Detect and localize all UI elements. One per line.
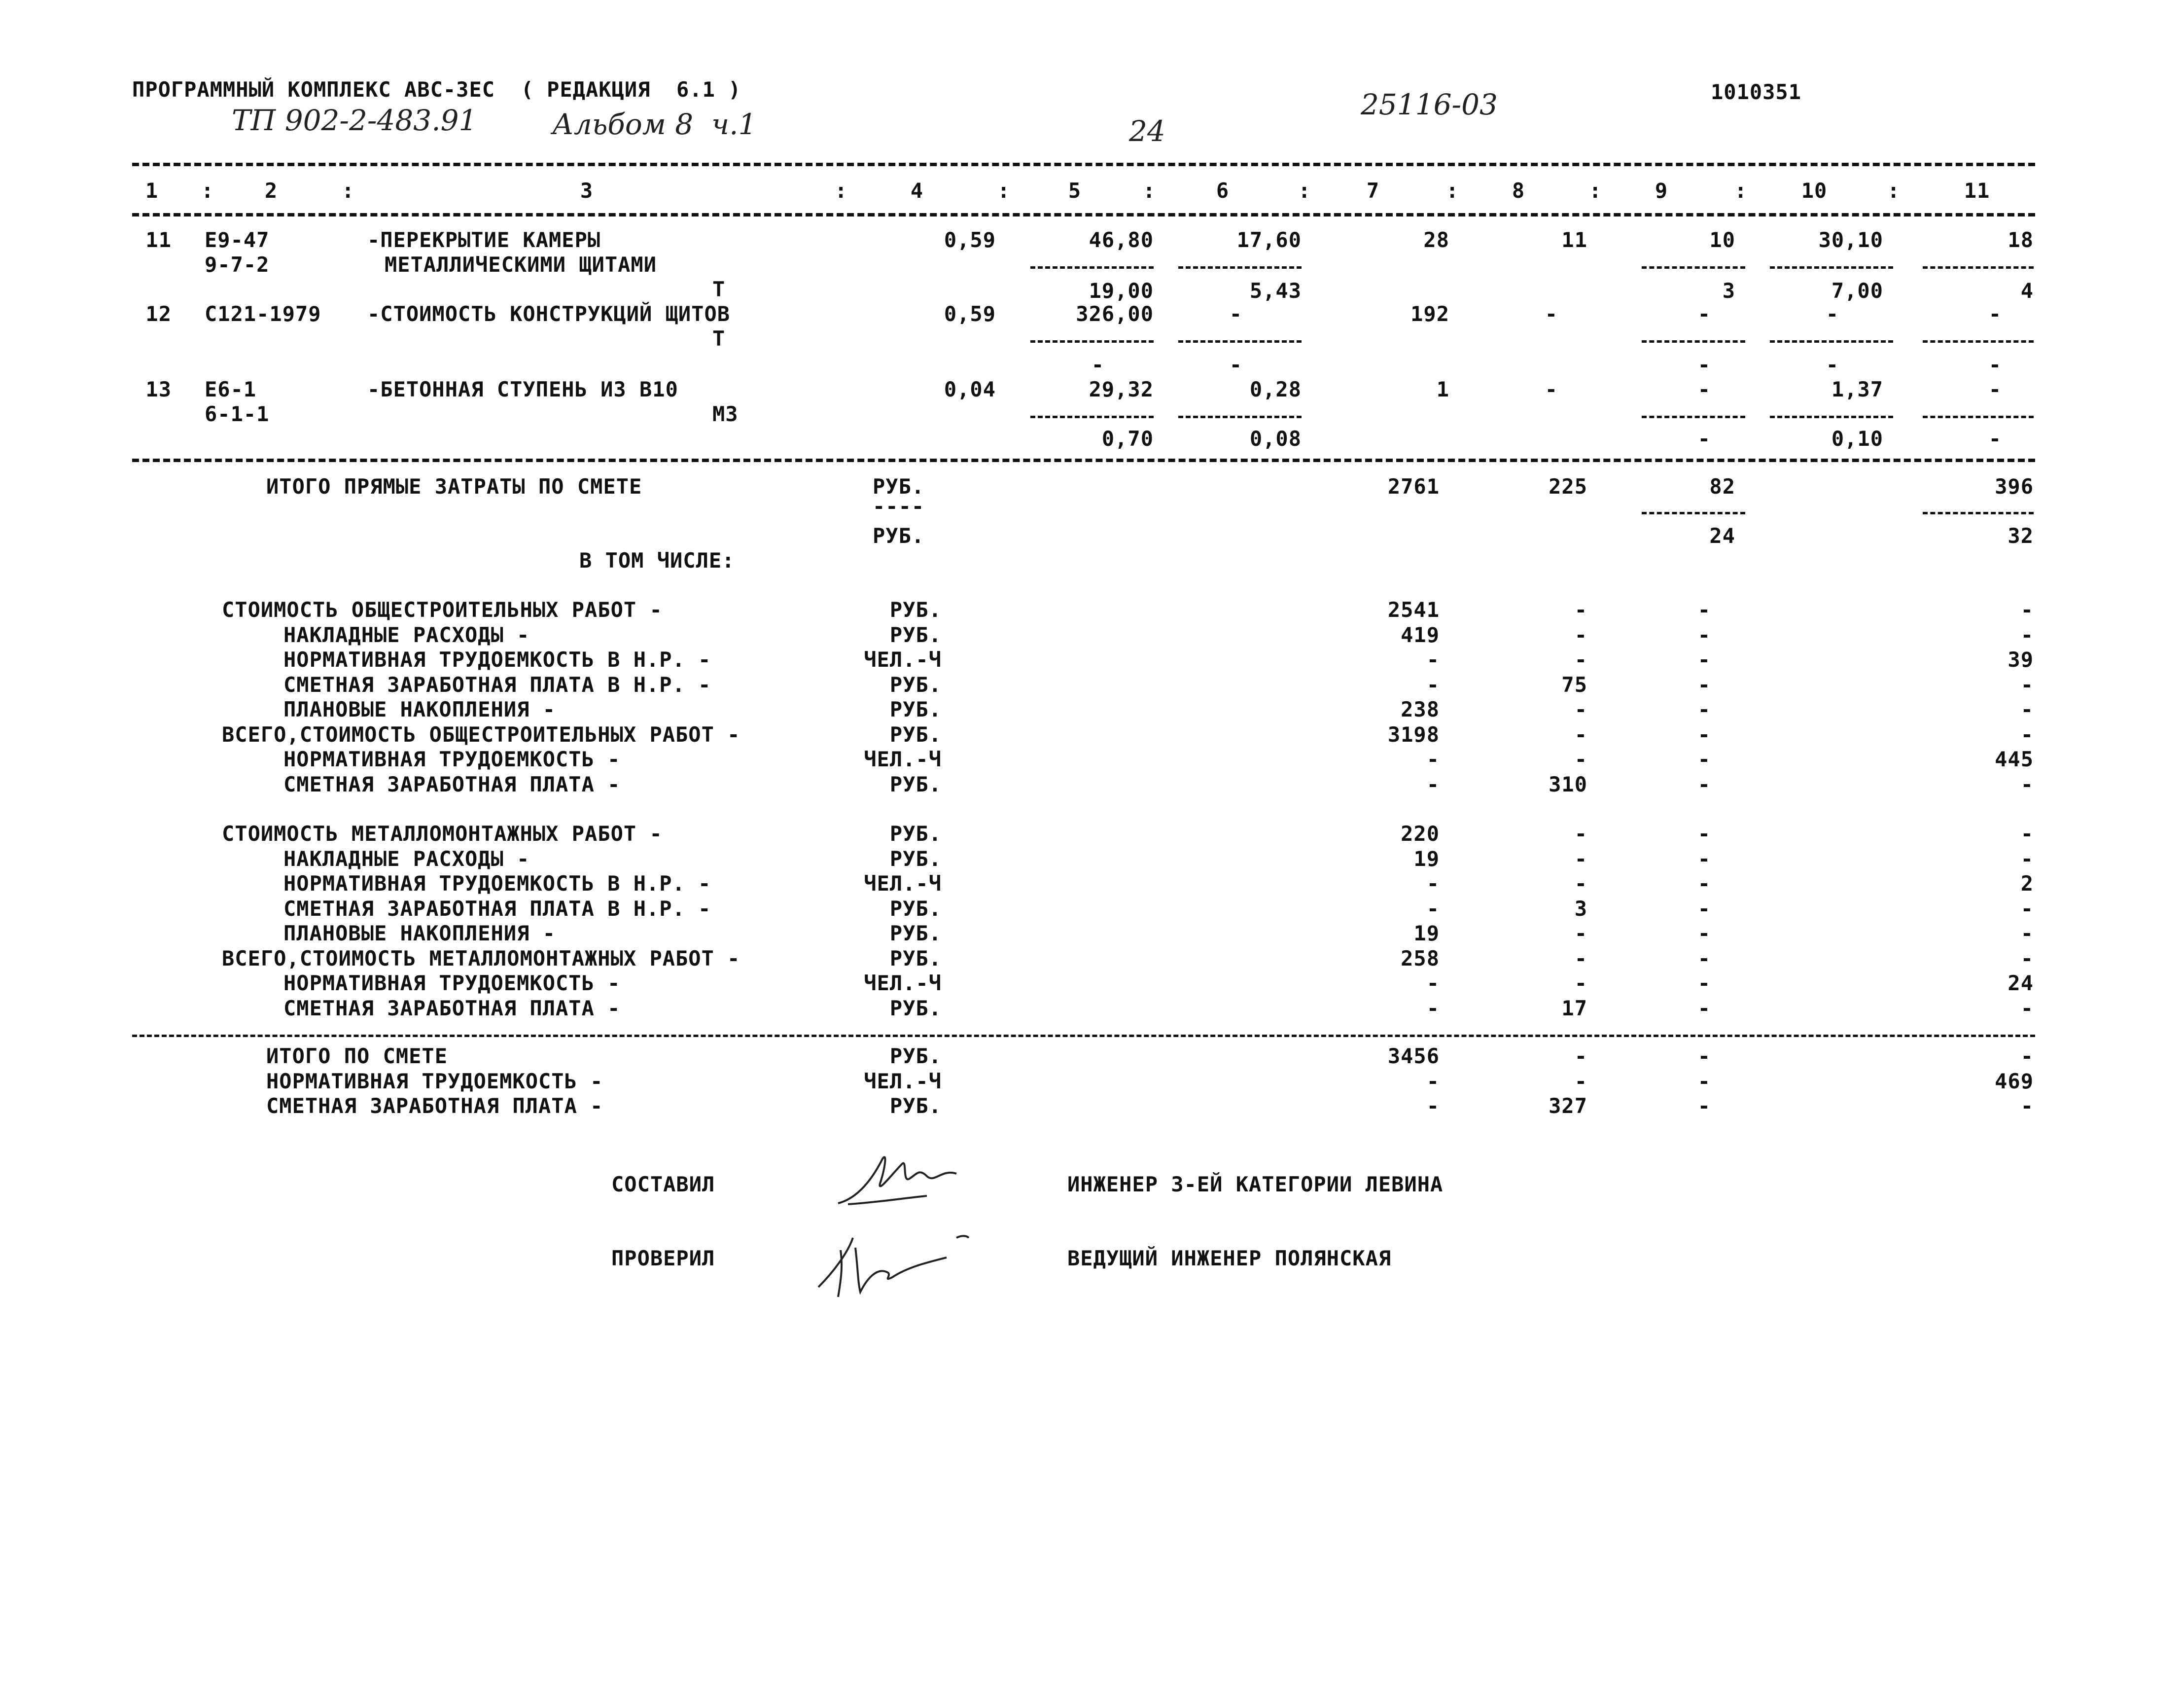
col-header-8: 8 [1512,179,1525,203]
row-label: СТОИМОСТЬ МЕТАЛЛОМОНТАЖНЫХ РАБОТ - [222,822,663,846]
row-col8: 327 [1549,1094,1587,1118]
row-col9: - [1697,722,1711,747]
row-col11: - [2020,672,2034,697]
row-col9: - [1697,622,1711,647]
row-col9: - [1697,971,1711,995]
row-col9: - [1697,1044,1711,1068]
item-col10: 1,37 [1831,377,1883,401]
item-col8: 11 [1561,228,1587,252]
row-label: ПЛАНОВЫЕ НАКОПЛЕНИЯ - [283,921,556,945]
item-col6: 17,60 [1236,228,1302,252]
row-col9: - [1697,772,1711,796]
item-unit: Т [712,277,726,301]
direct-costs-col11: 396 [1995,474,2034,499]
row-unit: РУБ. [889,822,942,846]
checker-signature [813,1228,981,1302]
divider [1923,266,2034,269]
handwritten-album: Альбом 8 ч.1 [552,108,757,141]
item-col8: - [1545,302,1558,326]
row-col9: - [1697,871,1711,896]
row-unit: РУБ. [889,1094,942,1118]
direct-costs-unit-2: РУБ. [873,524,925,548]
row-col8: - [1574,846,1587,871]
direct-costs-col7: 2761 [1387,474,1440,499]
divider [1030,340,1154,343]
row-col8: 3 [1574,896,1587,921]
compiled-label: СОСТАВИЛ [611,1172,715,1196]
direct-costs-col8: 225 [1549,474,1587,499]
item-code: Е6-1 [205,377,257,401]
row-label: СТОИМОСТЬ ОБЩЕСТРОИТЕЛЬНЫХ РАБОТ - [222,598,663,622]
checked-label: ПРОВЕРИЛ [611,1246,715,1270]
row-col8: - [1574,622,1587,647]
row-col11: - [2020,846,2034,871]
row-col9: - [1697,697,1711,721]
row-unit: РУБ. [889,1044,942,1068]
row-col9: - [1697,598,1711,622]
handwritten-code: 25116-03 [1361,88,1498,121]
row-col11: - [2020,822,2034,846]
item-col6: 0,28 [1249,377,1302,401]
item-col9-sub: - [1697,353,1711,377]
row-col11: - [2020,896,2034,921]
checked-by: ВЕДУЩИЙ ИНЖЕНЕР ПОЛЯНСКАЯ [1067,1246,1392,1270]
row-label: НОРМАТИВНАЯ ТРУДОЕМКОСТЬ В Н.Р. - [283,871,711,896]
row-col8: - [1574,971,1587,995]
item-col6-sub: 5,43 [1249,279,1302,303]
row-col7: 3198 [1387,722,1440,747]
row-col7: 2541 [1387,598,1440,622]
row-col11: - [2020,996,2034,1020]
item-col6-sub: - [1229,353,1242,377]
col-header-2: 2 [264,179,278,203]
item-quantity: 0,59 [944,228,996,252]
item-col11-sub: - [1988,353,2002,377]
row-unit: ЧЕЛ.-Ч [864,871,942,896]
divider [1178,340,1302,343]
totals-rule [132,1035,2035,1037]
divider [1642,416,1745,418]
row-col8: 75 [1561,672,1587,697]
item-code: С121-1979 [205,302,321,326]
header-rule-top [132,163,2035,166]
row-label: СМЕТНАЯ ЗАРАБОТНАЯ ПЛАТА В Н.Р. - [283,896,711,921]
row-col8: - [1574,697,1587,721]
row-col11: - [2020,1044,2034,1068]
row-unit: ЧЕЛ.-Ч [864,1069,942,1093]
col-header-5: 5 [1068,179,1082,203]
row-col9: - [1697,1069,1711,1093]
item-col10: 30,10 [1818,228,1883,252]
item-col5: 29,32 [1089,377,1154,401]
direct-costs-dash: ---- [873,494,925,518]
row-col9: - [1697,672,1711,697]
row-unit: РУБ. [889,946,942,970]
item-col6: - [1229,302,1242,326]
divider [1030,416,1154,418]
item-col11-sub: - [1988,427,2002,451]
row-col7: - [1426,971,1440,995]
row-unit: РУБ. [889,846,942,871]
row-col8: - [1574,871,1587,896]
divider [1030,266,1154,269]
row-unit: РУБ. [889,622,942,647]
row-label: СМЕТНАЯ ЗАРАБОТНАЯ ПЛАТА - [283,772,621,796]
row-label: ВСЕГО,СТОИМОСТЬ МЕТАЛЛОМОНТАЖНЫХ РАБОТ - [222,946,740,970]
divider [1642,340,1745,343]
row-col7: - [1426,647,1440,672]
row-col9: - [1697,647,1711,672]
direct-costs-label: ИТОГО ПРЯМЫЕ ЗАТРАТЫ ПО СМЕТЕ [266,474,642,499]
row-label: ИТОГО ПО СМЕТЕ [266,1044,448,1068]
row-col9: - [1697,996,1711,1020]
row-col11: 2 [2020,871,2034,896]
item-col7: 1 [1436,377,1449,401]
handwritten-project-number: ТП 902-2-483.91 [232,104,477,137]
document-number: 1010351 [1711,80,1802,104]
row-label: НОРМАТИВНАЯ ТРУДОЕМКОСТЬ - [283,971,621,995]
item-name: -ПЕРЕКРЫТИЕ КАМЕРЫ [367,228,601,252]
row-col9: - [1697,1094,1711,1118]
row-col7: 258 [1401,946,1440,970]
row-col7: 238 [1401,697,1440,721]
item-quantity: 0,59 [944,302,996,326]
row-col11: 445 [1995,747,2034,771]
row-unit: ЧЕЛ.-Ч [864,971,942,995]
row-label: НАКЛАДНЫЕ РАСХОДЫ - [283,846,530,871]
item-col5: 326,00 [1076,302,1154,326]
divider [1770,266,1893,269]
row-col7: - [1426,1094,1440,1118]
row-label: НОРМАТИВНАЯ ТРУДОЕМКОСТЬ - [266,1069,603,1093]
row-col11: - [2020,622,2034,647]
item-col5-sub: 0,70 [1101,427,1154,451]
direct-costs-col11-sub: 32 [2008,524,2034,548]
col-header-9: 9 [1655,179,1668,203]
row-unit: РУБ. [889,996,942,1020]
row-col8: - [1574,822,1587,846]
row-col7: 419 [1401,622,1440,647]
item-subcode: 6-1-1 [205,402,270,426]
row-col7: - [1426,1069,1440,1093]
item-col5: 46,80 [1089,228,1154,252]
row-col11: - [2020,722,2034,747]
item-quantity: 0,04 [944,377,996,401]
row-col8: - [1574,722,1587,747]
item-col5-sub: - [1091,353,1104,377]
row-col11: 39 [2008,647,2034,672]
item-col11: 18 [2008,228,2034,252]
row-col7: - [1426,672,1440,697]
row-label: СМЕТНАЯ ЗАРАБОТНАЯ ПЛАТА - [266,1094,603,1118]
item-name-continued: МЕТАЛЛИЧЕСКИМИ ЩИТАМИ [385,252,657,277]
row-label: СМЕТНАЯ ЗАРАБОТНАЯ ПЛАТА В Н.Р. - [283,672,711,697]
row-unit: РУБ. [889,672,942,697]
including-heading: В ТОМ ЧИСЛЕ: [579,548,735,573]
row-unit: РУБ. [889,598,942,622]
row-col8: - [1574,747,1587,771]
row-label: НОРМАТИВНАЯ ТРУДОЕМКОСТЬ В Н.Р. - [283,647,711,672]
item-col10: - [1826,302,1839,326]
compiler-signature [828,1149,976,1213]
row-col11: 469 [1995,1069,2034,1093]
item-col9: - [1697,377,1711,401]
item-col11-sub: 4 [2020,279,2034,303]
item-col10-sub: 0,10 [1831,427,1883,451]
items-end-rule [132,459,2035,462]
item-col5-sub: 19,00 [1089,279,1154,303]
col-header-10: 10 [1801,179,1828,203]
row-col7: 3456 [1387,1044,1440,1068]
divider [1178,266,1302,269]
item-col8: - [1545,377,1558,401]
row-col11: - [2020,697,2034,721]
item-col10-sub: 7,00 [1831,279,1883,303]
row-col8: - [1574,921,1587,945]
divider [1642,512,1745,514]
row-unit: ЧЕЛ.-Ч [864,747,942,771]
row-col9: - [1697,946,1711,970]
row-col9: - [1697,822,1711,846]
row-label: ВСЕГО,СТОИМОСТЬ ОБЩЕСТРОИТЕЛЬНЫХ РАБОТ - [222,722,740,747]
row-col8: - [1574,1044,1587,1068]
divider [1923,340,2034,343]
row-col7: 19 [1413,846,1440,871]
item-unit: Т [712,326,726,351]
row-col7: 220 [1401,822,1440,846]
divider [1923,416,2034,418]
row-col8: - [1574,1069,1587,1093]
item-subcode: 9-7-2 [205,252,270,277]
item-unit: М3 [712,402,739,426]
col-header-7: 7 [1366,179,1380,203]
row-col11: - [2020,946,2034,970]
row-col11: - [2020,598,2034,622]
row-label: СМЕТНАЯ ЗАРАБОТНАЯ ПЛАТА - [283,996,621,1020]
divider [1178,416,1302,418]
row-label: ПЛАНОВЫЕ НАКОПЛЕНИЯ - [283,697,556,721]
item-col9-sub: - [1697,427,1711,451]
item-col6-sub: 0,08 [1249,427,1302,451]
compiled-by: ИНЖЕНЕР 3-ЕЙ КАТЕГОРИИ ЛЕВИНА [1067,1172,1444,1196]
header-rule-bottom [132,213,2035,216]
row-col8: 17 [1561,996,1587,1020]
divider [1770,340,1893,343]
direct-costs-unit: РУБ. [873,474,925,499]
row-col8: - [1574,647,1587,672]
item-col9: - [1697,302,1711,326]
row-unit: РУБ. [889,697,942,721]
row-col11: - [2020,921,2034,945]
handwritten-page-number: 24 [1129,114,1165,148]
direct-costs-col9: 82 [1709,474,1735,499]
col-header-1: 1 [145,179,159,203]
item-name: -СТОИМОСТЬ КОНСТРУКЦИЙ ЩИТОВ [367,302,731,326]
item-col11: - [1988,302,2002,326]
row-col9: - [1697,921,1711,945]
divider [1770,416,1893,418]
row-col11: 24 [2008,971,2034,995]
row-col11: - [2020,1094,2034,1118]
row-unit: РУБ. [889,772,942,796]
row-col8: - [1574,946,1587,970]
row-col8: - [1574,598,1587,622]
item-col7: 192 [1410,302,1449,326]
item-col7: 28 [1423,228,1449,252]
row-col9: - [1697,846,1711,871]
row-unit: ЧЕЛ.-Ч [864,647,942,672]
item-col9: 10 [1709,228,1735,252]
row-label: НОРМАТИВНАЯ ТРУДОЕМКОСТЬ - [283,747,621,771]
divider [1923,512,2034,514]
row-unit: РУБ. [889,921,942,945]
row-col9: - [1697,747,1711,771]
col-header-6: 6 [1216,179,1230,203]
item-col11: - [1988,377,2002,401]
row-unit: РУБ. [889,896,942,921]
item-code: Е9-47 [205,228,270,252]
row-col7: - [1426,896,1440,921]
row-col7: - [1426,996,1440,1020]
item-name: -БЕТОННАЯ СТУПЕНЬ ИЗ В10 [367,377,678,401]
col-header-3: 3 [580,179,594,203]
row-col7: 19 [1413,921,1440,945]
row-col9: - [1697,896,1711,921]
item-col10-sub: - [1826,353,1839,377]
row-unit: РУБ. [889,722,942,747]
divider [1642,266,1745,269]
row-col7: - [1426,772,1440,796]
col-header-4: 4 [910,179,924,203]
row-col8: 310 [1549,772,1587,796]
row-col7: - [1426,747,1440,771]
row-label: НАКЛАДНЫЕ РАСХОДЫ - [283,622,530,647]
item-number: 11 [145,228,172,252]
row-col7: - [1426,871,1440,896]
direct-costs-col9-sub: 24 [1709,524,1735,548]
item-number: 12 [145,302,172,326]
program-title: ПРОГРАММНЫЙ КОМПЛЕКС АВС-3ЕС ( РЕДАКЦИЯ 6.1 ) [132,77,741,102]
col-header-11: 11 [1964,179,1990,203]
item-col9-sub: 3 [1722,279,1735,303]
item-number: 13 [145,377,172,401]
row-col11: - [2020,772,2034,796]
